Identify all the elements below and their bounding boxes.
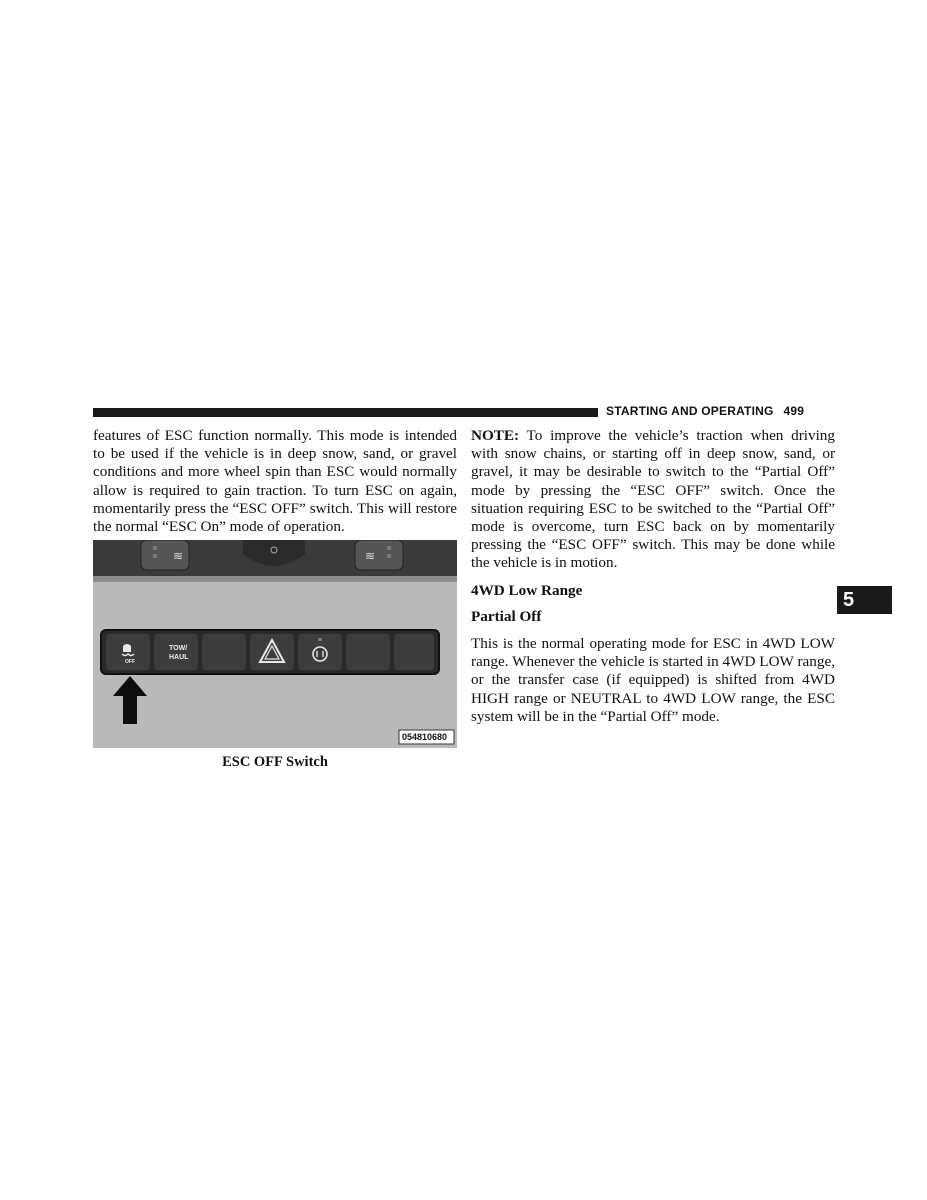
heading-4wd-low-range: 4WD Low Range — [471, 581, 583, 599]
page-number: 499 — [783, 404, 805, 418]
esc-body-paragraph: features of ESC function normally. This mode is intended to be used if the vehicle is in deep snow, sand, or gravel conditions and more wheel spin than ESC would normally allow is required to gain traction. To turn ESC on again, momentarily press the “ESC OFF” switch. This will restore the normal “ESC On” mode of operation. — [93, 427, 457, 536]
note-text: To improve the vehicle’s traction when driving with snow chains, or starting off in deep snow, sand, or gravel, it may be desirable to switch to the “Partial Off” mode by pressing the “ESC OFF” switch. Once the situation requiring ESC to be switched to the “Partial Off” mode is overcome, turn ESC back on by momentarily pressing the “ESC OFF” switch. This may be done while the vehicle is in motion. — [471, 427, 835, 572]
tow-haul-button-label-bottom: HAUL — [169, 654, 189, 661]
left-column — [93, 427, 457, 536]
svg-text:≋: ≋ — [173, 549, 184, 563]
chapter-tab: 5 — [837, 586, 892, 614]
header-rule — [93, 408, 598, 417]
note-paragraph — [471, 427, 835, 573]
note-label: NOTE: — [471, 427, 520, 444]
tow-haul-button-label-top: TOW/ — [169, 645, 188, 652]
right-column — [471, 427, 835, 726]
section-title: STARTING AND OPERATING — [606, 404, 774, 418]
heading-partial-off: Partial Off — [471, 607, 542, 625]
switch-panel-illustration — [93, 540, 457, 748]
svg-text:≋: ≋ — [365, 549, 376, 563]
running-header — [606, 404, 836, 418]
figure-caption: ESC OFF Switch — [222, 754, 328, 770]
image-code: 054810680 — [402, 732, 448, 742]
partial-off-paragraph: This is the normal operating mode for ESC in 4WD LOW range. Whenever the vehicle is started in 4WD LOW range, or the transfer case (if equipped) is shifted from 4WD HIGH range or NEUTRAL to 4WD LOW range, the ESC system will be in the “Partial Off” mode. — [471, 635, 835, 725]
esc-off-button-label: OFF — [125, 659, 135, 665]
esc-switch-figure — [93, 540, 457, 748]
